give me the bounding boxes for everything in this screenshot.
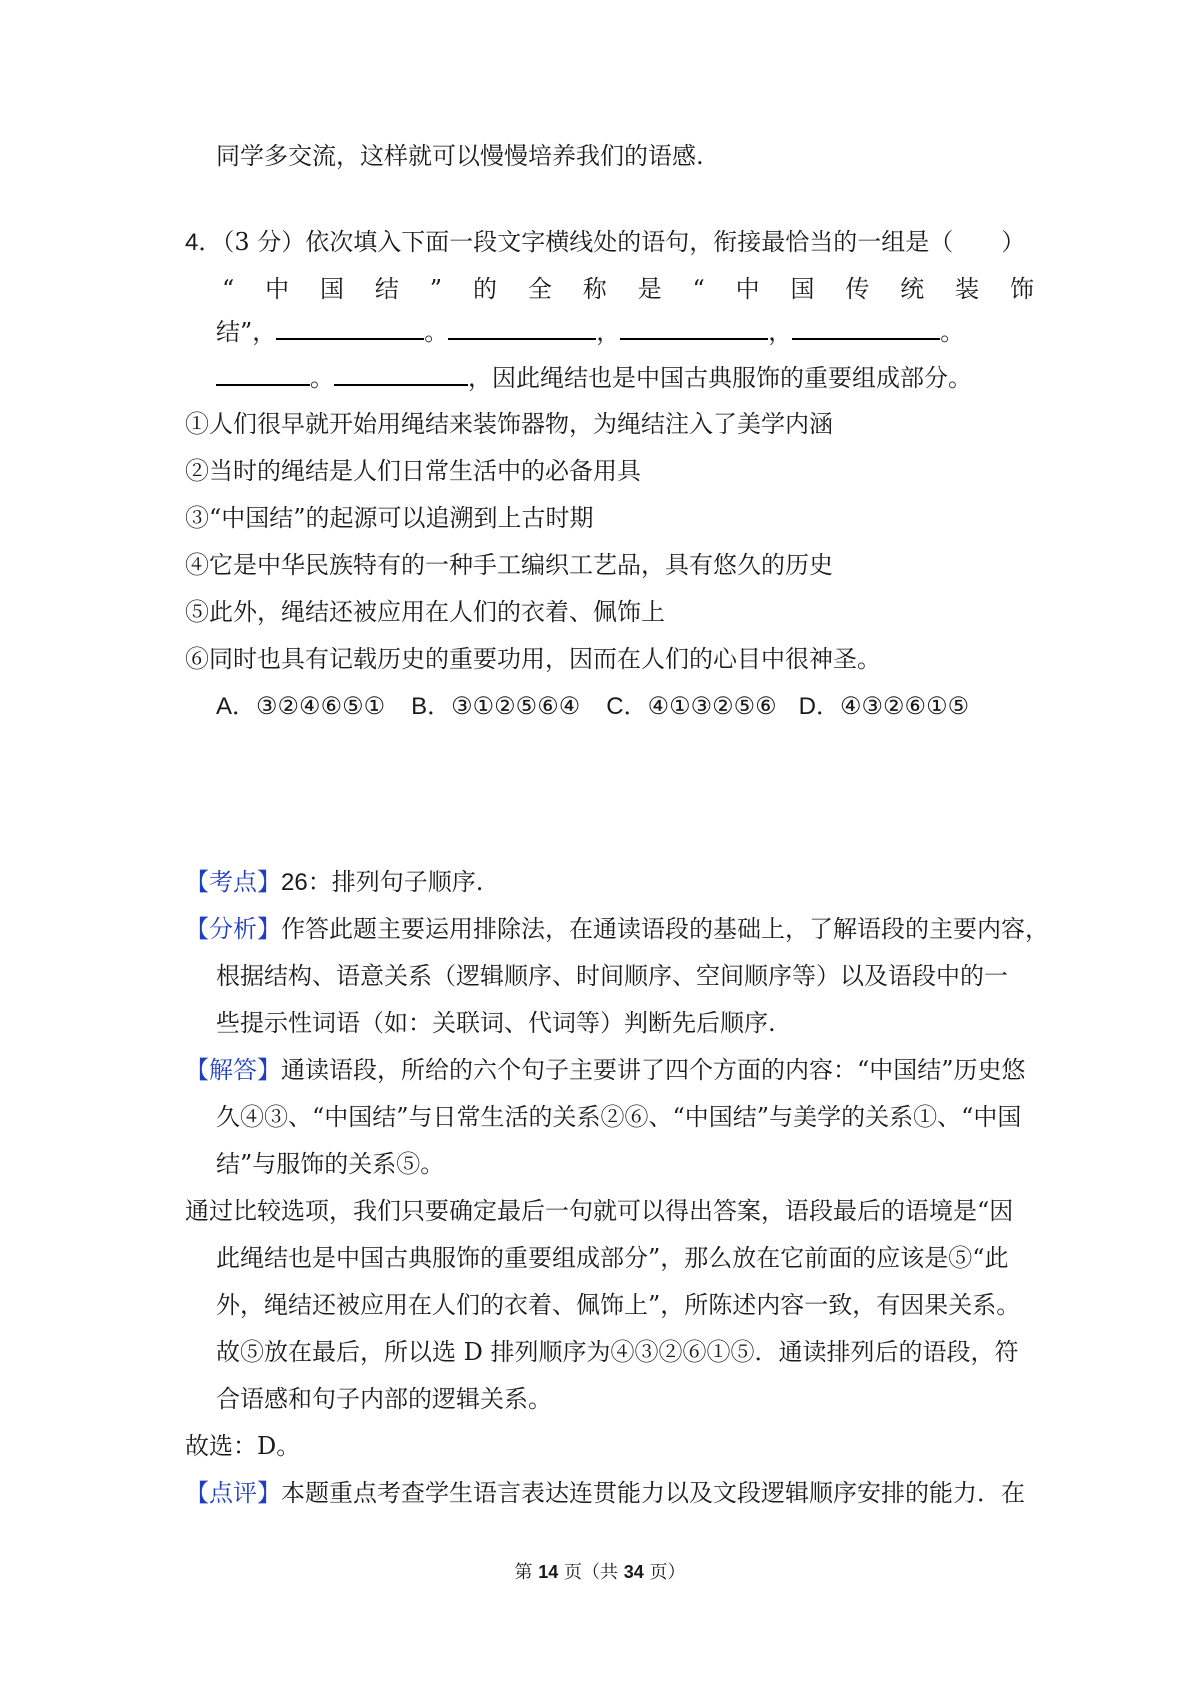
compare-line-1: 通过比较选项，我们只要确定最后一句就可以得出答案，语段最后的语境是“因 <box>185 1197 1014 1225</box>
compare-line-3: 外，绳结还被应用在人们的衣着、佩饰上”，所陈述内容一致，有因果关系。 <box>216 1291 1021 1319</box>
jieda-line-2: 久④③、“中国结”与日常生活的关系②⑥、“中国结”与美学的关系①、“中国 <box>216 1103 1022 1131</box>
para-char: “ <box>692 275 705 303</box>
para-char: 国 <box>790 275 815 303</box>
para-text: 结”， <box>216 318 277 346</box>
paragraph-line-2 <box>216 316 964 348</box>
para-char: 的 <box>472 275 497 303</box>
compare-line-2: 此绳结也是中国古典服饰的重要组成部分”，那么放在它前面的应该是⑤“此 <box>216 1244 1009 1272</box>
page-total: 34 <box>623 1562 644 1582</box>
fenxi-line-3: 些提示性词语（如：关联词、代词等）判断先后顺序. <box>216 1009 776 1037</box>
jieda-tag: 【解答】 <box>185 1056 281 1084</box>
para-char: 全 <box>527 275 552 303</box>
kaodian-tag: 【考点】 <box>185 868 281 896</box>
option-text: ③②④⑥⑤① <box>256 692 386 720</box>
fenxi-line-2: 根据结构、语意关系（逻辑顺序、时间顺序、空间顺序等）以及语段中的一 <box>216 962 1008 990</box>
fill-blank-5 <box>216 364 310 386</box>
option-c <box>606 692 776 720</box>
dianping-text: 本题重点考查学生语言表达连贯能力以及文段逻辑顺序安排的能力．在 <box>281 1479 1025 1507</box>
fill-blank-2 <box>448 318 596 340</box>
para-char: 称 <box>582 275 607 303</box>
fenxi-text: 作答此题主要运用排除法，在通读语段的基础上，了解语段的主要内容， <box>281 915 1049 943</box>
sentence-4: ④它是中华民族特有的一种手工编织工艺品，具有悠久的历史 <box>185 551 833 579</box>
para-char: 装 <box>955 275 980 303</box>
option-letter: A． <box>216 693 257 720</box>
para-char: 中 <box>265 275 290 303</box>
para-char: 中 <box>735 275 760 303</box>
option-letter: B． <box>411 693 452 720</box>
option-letter: C． <box>606 693 648 720</box>
answer-options <box>216 690 969 723</box>
para-char: 国 <box>320 275 345 303</box>
para-sep: 。 <box>310 364 334 392</box>
sentence-2: ②当时的绳结是人们日常生活中的必备用具 <box>185 457 641 485</box>
guxuan-line: 故选：D。 <box>185 1432 301 1460</box>
sentence-3: ③“中国结”的起源可以追溯到上古时期 <box>185 504 594 532</box>
para-sep: 。 <box>424 318 449 346</box>
dianping-tag: 【点评】 <box>185 1479 281 1507</box>
para-char: “ <box>222 275 235 303</box>
option-text: ④③②⑥①⑤ <box>840 692 970 720</box>
kaodian-text: 排列句子顺序. <box>331 868 484 896</box>
footer-text: 页（共 <box>564 1562 618 1583</box>
fill-blank-4 <box>792 318 940 340</box>
para-char: 结 <box>374 275 399 303</box>
para-char: 统 <box>900 275 925 303</box>
question-stem <box>185 226 1025 259</box>
continued-text: 同学多交流，这样就可以慢慢培养我们的语感. <box>216 142 704 170</box>
para-char: 是 <box>637 275 662 303</box>
para-text: ，因此绳结也是中国古典服饰的重要组成部分。 <box>468 364 972 392</box>
para-char: 饰 <box>1009 275 1034 303</box>
option-letter: D． <box>798 693 840 720</box>
fill-blank-1 <box>276 318 424 340</box>
para-sep: ， <box>768 318 793 346</box>
jieda-line-3: 结”与服饰的关系⑤。 <box>216 1150 445 1178</box>
fill-blank-6 <box>334 364 468 386</box>
para-char: ” <box>429 275 443 303</box>
jieda-text: 通读语段，所给的六个句子主要讲了四个方面的内容：“中国结”历史悠 <box>281 1056 1026 1084</box>
option-a <box>216 692 385 720</box>
footer-text: 第 <box>514 1562 533 1583</box>
sentence-1: ①人们很早就开始用绳结来装饰器物，为绳结注入了美学内涵 <box>185 410 833 438</box>
para-sep: 。 <box>940 318 965 346</box>
page-footer <box>0 1560 1200 1585</box>
question-number: 4． <box>185 229 223 256</box>
para-char: 传 <box>845 275 870 303</box>
compare-line-5: 合语感和句子内部的逻辑关系。 <box>216 1385 552 1413</box>
kaodian-code: 26： <box>281 869 332 896</box>
sentence-5: ⑤此外，绳结还被应用在人们的衣着、佩饰上 <box>185 598 665 626</box>
fenxi-tag: 【分析】 <box>185 915 281 943</box>
paragraph-line-1 <box>222 273 1034 305</box>
kaodian-line <box>185 866 483 899</box>
page-number: 14 <box>538 1562 559 1582</box>
paragraph-line-3 <box>216 362 972 394</box>
fill-blank-3 <box>620 318 768 340</box>
jieda-line-1 <box>185 1054 1026 1086</box>
dianping-line <box>185 1477 1025 1509</box>
option-b <box>411 692 580 720</box>
compare-line-4: 故⑤放在最后，所以选 D 排列顺序为④③②⑥①⑤．通读排列后的语段，符 <box>216 1338 1019 1366</box>
sentence-6: ⑥同时也具有记载历史的重要功用，因而在人们的心目中很神圣。 <box>185 645 881 673</box>
option-d <box>799 692 969 720</box>
footer-text: 页） <box>649 1562 686 1583</box>
question-text: 依次填入下面一段文字横线处的语句，衔接最恰当的一组是（ ） <box>305 228 1026 256</box>
fenxi-line-1 <box>185 913 1049 945</box>
option-text: ③①②⑤⑥④ <box>451 692 581 720</box>
option-text: ④①③②⑤⑥ <box>647 692 777 720</box>
para-sep: ， <box>596 318 621 346</box>
question-score: （3 分） <box>222 228 306 256</box>
